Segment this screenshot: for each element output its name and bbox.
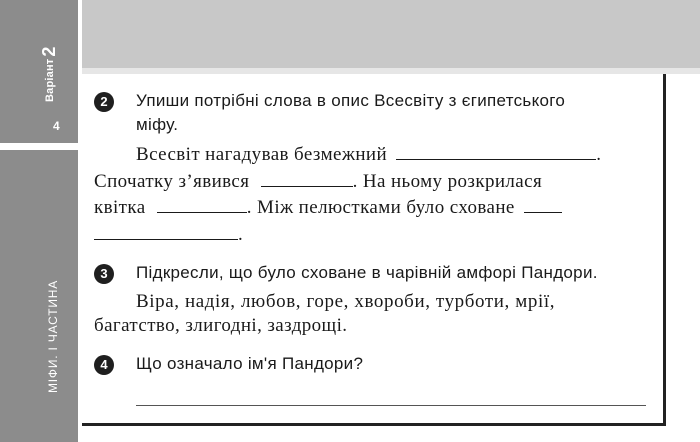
task-2-line3-text-b: . Між пелюстками було сховане — [246, 197, 515, 218]
task-2-line2 — [94, 171, 542, 193]
task-2-line1-end: . — [596, 144, 602, 165]
task-4-question: Що означало ім'я Пандори? — [136, 354, 364, 373]
task-2-line3-text: квітка — [94, 197, 146, 218]
task-2-line1-text: Всесвіт нагадував безмежний — [136, 144, 388, 165]
task-number-2: 2 — [94, 92, 114, 112]
variant-number: 2 — [39, 46, 59, 57]
task-2-line1 — [136, 144, 601, 166]
task-4-answer-line[interactable] — [136, 405, 646, 406]
sidebar-section-block — [0, 150, 78, 442]
task-number-4: 4 — [94, 355, 114, 375]
task-number-3: 3 — [94, 264, 114, 284]
task-2-question-line1: Упиши потрібні слова в опис Всесвіту з єгипетського — [136, 91, 566, 110]
answer-blank-4a[interactable] — [524, 198, 562, 213]
task-2-line2-text-b: . На ньому розкрилася — [352, 171, 543, 192]
answer-blank-3[interactable] — [157, 198, 247, 213]
task-2-line3 — [94, 197, 562, 219]
task-3-question: Підкресли, що було сховане в чарівній амфорі Пандори. — [136, 263, 598, 282]
task-3-words-line2[interactable]: багатство, злигодні, заздрощі. — [94, 315, 348, 336]
task-2-line2-text: Спочатку з’явився — [94, 171, 250, 192]
variant-label — [39, 46, 60, 102]
task-2-question-line2: міфу. — [136, 115, 179, 134]
answer-blank-2[interactable] — [261, 172, 353, 187]
variant-word: Варіант — [44, 58, 56, 102]
page-number: 4 — [53, 119, 60, 133]
task-3-words-line1[interactable]: Віра, надія, любов, горе, хвороби, турботи, мрії, — [136, 291, 556, 312]
answer-blank-4b[interactable] — [94, 225, 238, 240]
task-2-line4 — [94, 224, 243, 246]
section-label: МІФИ. І ЧАСТИНА — [46, 279, 60, 393]
header-bar — [82, 0, 700, 68]
answer-blank-1[interactable] — [396, 145, 596, 160]
task-2-line4-end: . — [238, 224, 244, 245]
